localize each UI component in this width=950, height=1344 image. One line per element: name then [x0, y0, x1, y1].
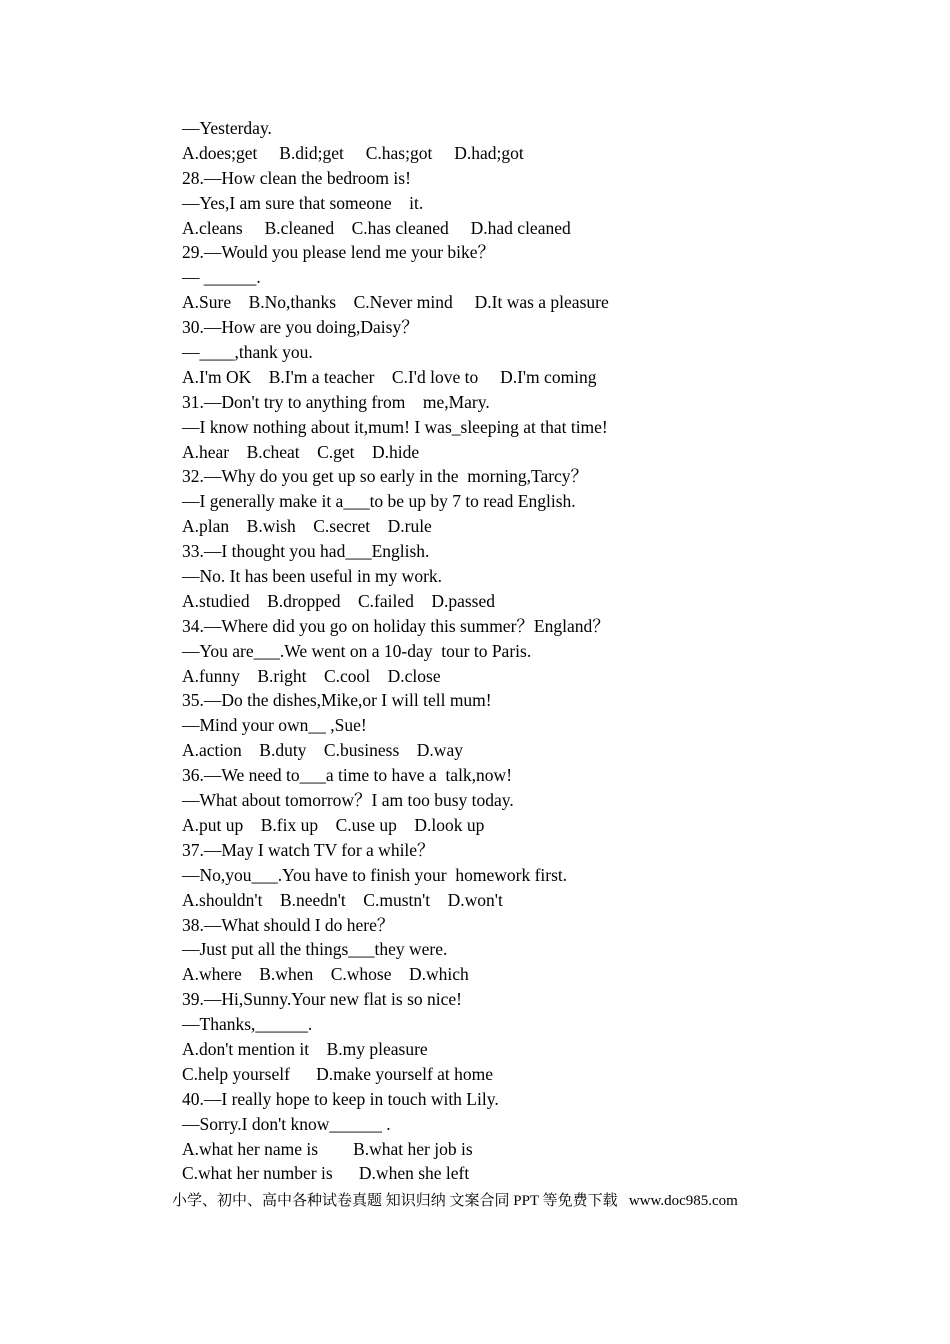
text-line: —Sorry.I don't know______ .	[182, 1113, 391, 1134]
text-line: —No. It has been useful in my work.	[182, 566, 443, 587]
text-line: —____,thank you.	[182, 342, 313, 363]
text-line: C.help yourself D.make yourself at home	[182, 1063, 494, 1084]
text-line: 39.—Hi,Sunny.Your new flat is so nice!	[182, 989, 462, 1010]
text-line: —Yesterday.	[182, 118, 272, 138]
text-line: —Yes,I am sure that someone it.	[182, 192, 424, 213]
page-footer: 小学、初中、高中各种试卷真题 知识归纳 文案合同 PPT 等免费下载 www.doc985.com	[172, 1193, 738, 1209]
text-line: A.cleans B.cleaned C.has cleaned D.had cleaned	[182, 217, 571, 238]
text-line: C.what her number is D.when she left	[182, 1163, 470, 1184]
text-line: —Mind your own__ ,Sue!	[182, 715, 367, 736]
text-line: — ______.	[182, 267, 261, 288]
text-line: 38.—What should I do here？	[182, 914, 395, 935]
text-line: 34.—Where did you go on holiday this summer？England？	[182, 615, 610, 636]
text-line: A.put up B.fix up C.use up D.look up	[182, 814, 485, 835]
text-line: A.where B.when C.whose D.which	[182, 964, 469, 985]
text-line: A.action B.duty C.business D.way	[182, 740, 463, 761]
text-line: —I know nothing about it,mum! I was_sleeping at that time!	[182, 416, 608, 437]
text-line: A.studied B.dropped C.failed D.passed	[182, 590, 496, 611]
text-line: 28.—How clean the bedroom is!	[182, 167, 411, 188]
text-line: —You are___.We went on a 10-day tour to Paris.	[182, 640, 532, 661]
text-line: A.Sure B.No,thanks C.Never mind D.It was a pleasure	[182, 292, 609, 313]
text-line: A.does;get B.did;get C.has;got D.had;got	[182, 142, 524, 163]
text-line: A.what her name is B.what her job is	[182, 1138, 473, 1159]
text-line: A.funny B.right C.cool D.close	[182, 665, 441, 686]
text-line: A.plan B.wish C.secret D.rule	[182, 516, 432, 537]
text-line: 32.—Why do you get up so early in the morning,Tarcy？	[182, 466, 589, 487]
text-line: —Just put all the things___they were.	[182, 939, 448, 960]
text-line: 31.—Don't try to anything from me,Mary.	[182, 391, 490, 412]
text-line: —Thanks,______.	[182, 1014, 313, 1035]
text-line: A.shouldn't B.needn't C.mustn't D.won't	[182, 889, 503, 910]
document-body	[182, 116, 902, 1186]
text-line: 37.—May I watch TV for a while？	[182, 839, 435, 860]
text-line: A.I'm OK B.I'm a teacher C.I'd love to D.I'm coming	[182, 366, 597, 387]
text-line: 30.—How are you doing,Daisy？	[182, 317, 419, 338]
text-line: A.don't mention it B.my pleasure	[182, 1038, 428, 1059]
text-line: —No,you___.You have to finish your homework first.	[182, 864, 568, 885]
text-line: —What about tomorrow？I am too busy today.	[182, 790, 514, 811]
text-line: 40.—I really hope to keep in touch with Lily.	[182, 1088, 499, 1109]
text-line: 36.—We need to___a time to have a talk,now!	[182, 765, 513, 786]
text-line: 33.—I thought you had___English.	[182, 541, 430, 562]
text-line: 29.—Would you please lend me your bike？	[182, 242, 496, 263]
text-line: —I generally make it a___to be up by 7 to read English.	[182, 491, 576, 512]
text-line: A.hear B.cheat C.get D.hide	[182, 441, 420, 462]
text-line: 35.—Do the dishes,Mike,or I will tell mum!	[182, 690, 492, 711]
